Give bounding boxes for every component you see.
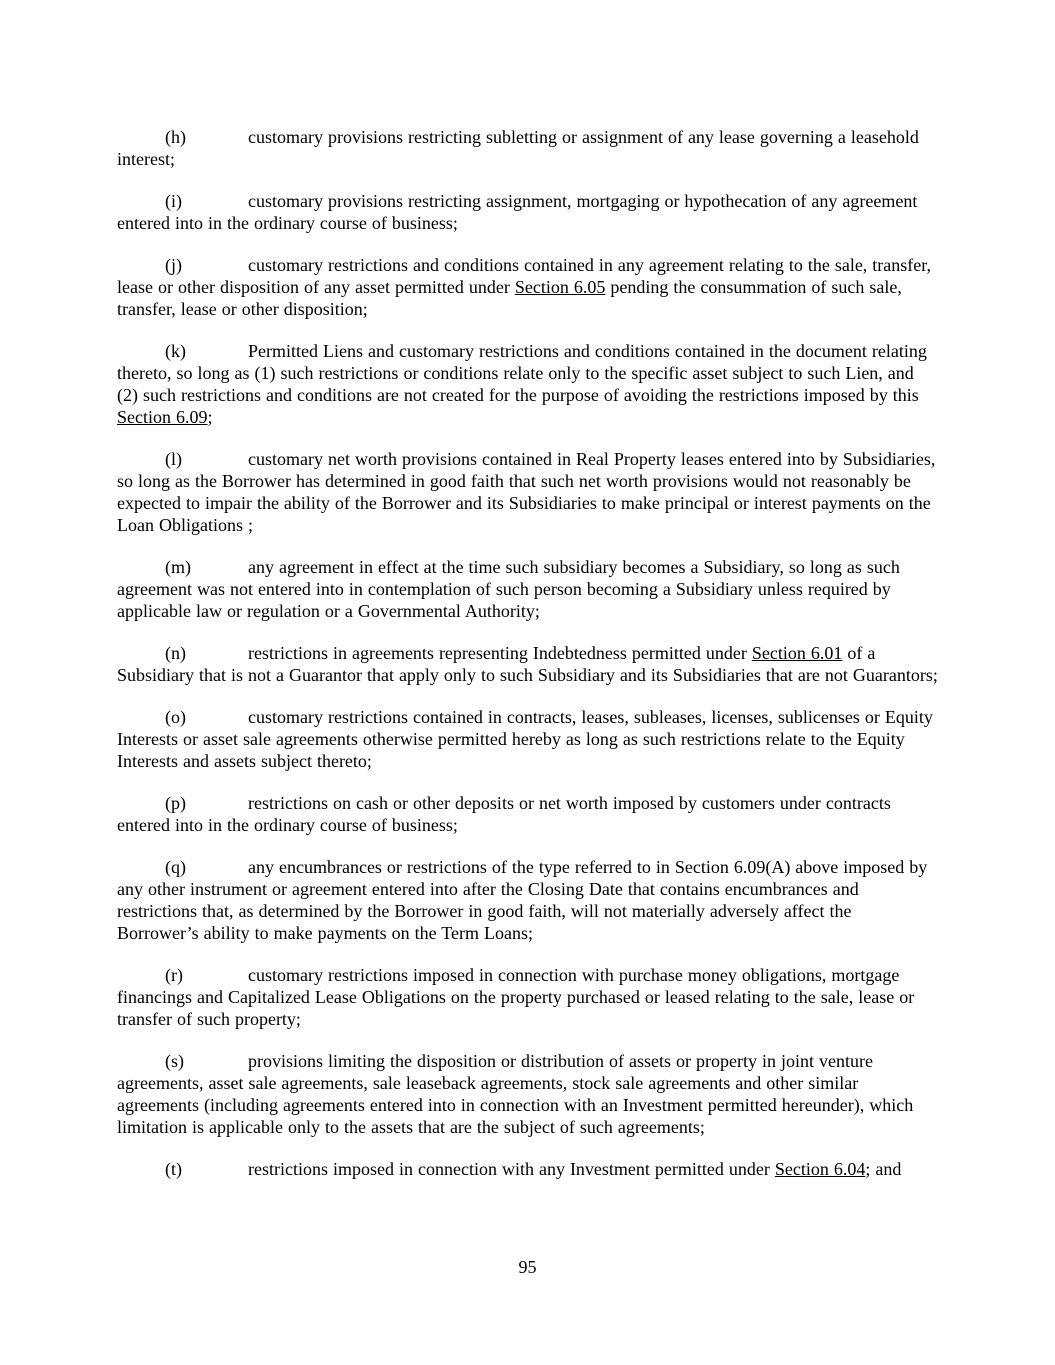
paragraph-text: of a Subsidiary that is not a Guarantor that apply only to such Subsidiary and its Subsidiaries that are not Guarantors;	[117, 643, 938, 685]
paragraph-text: restrictions in agreements representing Indebtedness permitted under	[248, 643, 752, 663]
paragraph-m	[117, 556, 938, 622]
section-reference: Section 6.09	[117, 407, 208, 427]
paragraph-text: ; and	[865, 1159, 902, 1179]
paragraph-letter-label: (n)	[165, 643, 186, 663]
paragraph-letter-label: (t)	[165, 1159, 182, 1179]
paragraph-text: customary net worth provisions contained in Real Property leases entered into by Subsidiaries, so long as the Borrower has determined in good faith that such net worth provisions would not reasonably be expected to impair the ability of the Borrower and its Subsidiaries to make principal or interest payments on the Loan Obligations ;	[117, 449, 936, 535]
paragraph-letter-label: (h)	[165, 127, 186, 147]
paragraph-text: customary restrictions contained in contracts, leases, subleases, licenses, sublicenses or Equity Interests or asset sale agreements otherwise permitted hereby as long as such restrictions relate to the Equity Interests and assets subject thereto;	[117, 707, 933, 771]
paragraph-letter-label: (q)	[165, 857, 186, 877]
paragraph-text: provisions limiting the disposition or distribution of assets or property in joint venture agreements, asset sale agreements, sale leaseback agreements, stock sale agreements and other similar agreements (including agreements entered into in connection with an Investment permitted hereunder), which limitation is applicable only to the assets that are the subject of such agreements;	[117, 1051, 914, 1137]
paragraph-letter-label: (l)	[165, 449, 182, 469]
paragraph-text: customary restrictions and conditions contained in any agreement relating to the sale, transfer, lease or other disposition of any asset permitted under	[117, 255, 932, 297]
paragraph-letter-label: (s)	[165, 1051, 184, 1071]
paragraph-r	[117, 964, 938, 1030]
paragraph-text: customary provisions restricting assignment, mortgaging or hypothecation of any agreement entered into in the ordinary course of business;	[117, 191, 918, 233]
document-body	[117, 126, 938, 1200]
paragraph-h	[117, 126, 938, 170]
paragraph-text: any agreement in effect at the time such subsidiary becomes a Subsidiary, so long as such agreement was not entered into in contemplation of such person becoming a Subsidiary unless required by applicable law or regulation or a Governmental Authority;	[117, 557, 900, 621]
paragraph-text: restrictions on cash or other deposits or net worth imposed by customers under contracts entered into in the ordinary course of business;	[117, 793, 891, 835]
paragraph-k	[117, 340, 938, 428]
paragraph-letter-label: (p)	[165, 793, 186, 813]
paragraph-letter-label: (m)	[165, 557, 191, 577]
clause-list	[117, 126, 938, 1180]
paragraph-letter-label: (i)	[165, 191, 182, 211]
page-number: 95	[518, 1257, 537, 1277]
paragraph-text: pending the consummation of such sale, transfer, lease or other disposition;	[117, 277, 902, 319]
paragraph-t	[117, 1158, 938, 1180]
paragraph-text: ;	[207, 407, 213, 427]
paragraph-q	[117, 856, 938, 944]
section-reference: Section 6.05	[514, 277, 606, 297]
paragraph-j	[117, 254, 938, 320]
paragraph-l	[117, 448, 938, 536]
paragraph-o	[117, 706, 938, 772]
paragraph-letter-label: (r)	[165, 965, 183, 985]
paragraph-p	[117, 792, 938, 836]
paragraph-letter-label: (j)	[165, 255, 182, 275]
paragraph-text: any encumbrances or restrictions of the type referred to in Section 6.09(A) above imposed by any other instrument or agreement entered into after the Closing Date that contains encumbrances and restrictions that, as determined by the Borrower in good faith, will not materially adversely affect the Borrower’s ability to make payments on the Term Loans;	[117, 857, 928, 943]
paragraph-letter-label: (o)	[165, 707, 186, 727]
paragraph-n	[117, 642, 938, 686]
section-reference: Section 6.01	[751, 643, 843, 663]
paragraph-s	[117, 1050, 938, 1138]
paragraph-text: customary provisions restricting subletting or assignment of any lease governing a leasehold interest;	[117, 127, 919, 169]
paragraph-letter-label: (k)	[165, 341, 186, 361]
section-reference: Section 6.04	[774, 1159, 866, 1179]
paragraph-text: restrictions imposed in connection with any Investment permitted under	[248, 1159, 775, 1179]
paragraph-text: customary restrictions imposed in connection with purchase money obligations, mortgage financings and Capitalized Lease Obligations on the property purchased or leased relating to the sale, lease or transfer of such property;	[117, 965, 915, 1029]
paragraph-text: Permitted Liens and customary restrictions and conditions contained in the document relating thereto, so long as (1) such restrictions or conditions relate only to the specific asset subject to such Lien, and (2) such restrictions and conditions are not created for the purpose of avoiding the restrictions imposed by this	[117, 341, 927, 405]
paragraph-i	[117, 190, 938, 234]
